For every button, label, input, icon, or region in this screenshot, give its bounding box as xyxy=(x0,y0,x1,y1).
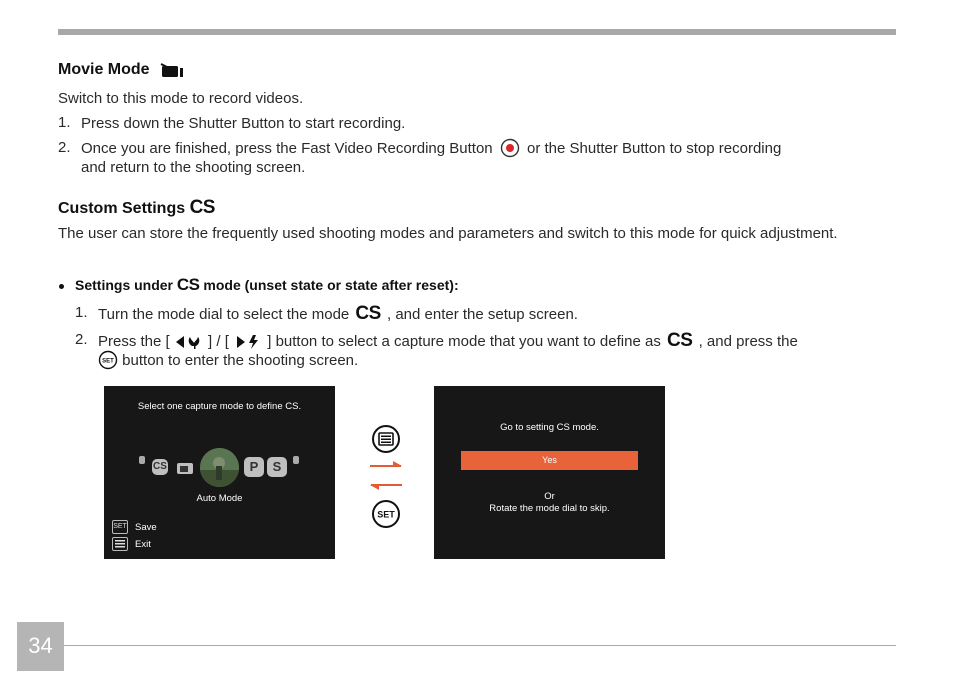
cs-mode-icon[interactable]: CS xyxy=(152,459,168,475)
left-macro-icon xyxy=(174,334,204,350)
set-key-icon: SET xyxy=(112,520,128,534)
movie-mode-title: Movie Mode xyxy=(58,61,150,79)
set-text: SET xyxy=(377,509,395,520)
cs-mode-icon: CS xyxy=(189,197,215,218)
cs-step-2 xyxy=(98,331,898,370)
custom-settings-intro: The user can store the frequently used shooting modes and parameters and switch to this mode for quick adjustment. xyxy=(58,225,838,242)
save-label: Save xyxy=(135,522,157,533)
movie-step-2 xyxy=(81,139,901,177)
set-button-icon xyxy=(98,350,118,370)
exit-label: Exit xyxy=(135,539,151,550)
screen2-title: Go to setting CS mode. xyxy=(500,422,599,433)
step-number: 1. xyxy=(58,114,71,131)
cs-mode-icon: CS xyxy=(667,330,693,351)
camera-screen-mode-select xyxy=(104,386,335,559)
set-button-icon xyxy=(371,499,401,529)
cs-step-1-part-a: Turn the mode dial to select the mode xyxy=(98,306,350,323)
cs-step-2-part-a: Press the [ xyxy=(98,333,170,350)
record-button-icon xyxy=(500,138,520,158)
movie-step-2-part-c: and return to the shooting screen. xyxy=(81,159,306,176)
bullet-dot xyxy=(59,284,64,289)
step-number: 2. xyxy=(75,331,88,348)
movie-step-2-part-a: Once you are finished, press the Fast Video Recording Button xyxy=(81,140,493,157)
screen2-or: Or xyxy=(544,491,555,502)
arrow-right-icon xyxy=(393,461,402,471)
movie-mode-intro: Switch to this mode to record videos. xyxy=(58,90,304,107)
right-flash-icon xyxy=(233,334,263,350)
program-mode-icon[interactable]: P xyxy=(244,457,264,477)
yes-button[interactable]: Yes xyxy=(461,451,638,470)
movie-mode-heading xyxy=(58,61,186,79)
scene-mode-icon[interactable]: S xyxy=(267,457,287,477)
bullet-text-b: mode (unset state or state after reset): xyxy=(203,277,459,293)
auto-mode-photo-icon[interactable] xyxy=(200,448,239,487)
set-text: SET xyxy=(102,358,114,365)
cs-step-1-part-b: , and enter the setup screen. xyxy=(387,306,578,323)
menu-key-icon xyxy=(112,537,128,551)
custom-settings-title: Custom Settings xyxy=(58,200,186,217)
custom-settings-heading xyxy=(58,197,215,219)
custom-settings-bullet xyxy=(75,275,459,295)
movie-mode-icon[interactable] xyxy=(176,462,194,475)
bottom-rule xyxy=(64,645,896,646)
movie-camera-icon xyxy=(158,61,186,79)
cs-step-2-part-b: ] / [ xyxy=(208,333,229,350)
mode-dot-icon xyxy=(293,456,299,464)
page-number: 34 xyxy=(17,622,64,671)
menu-button-icon xyxy=(371,424,401,454)
screen1-mode-label: Auto Mode xyxy=(196,493,243,504)
cs-step-2-part-e: button to enter the shooting screen. xyxy=(122,352,359,369)
bullet-text-a: Settings under xyxy=(75,277,174,293)
camera-screen-cs-confirm xyxy=(434,386,665,559)
step-number: 1. xyxy=(75,304,88,321)
step-number: 2. xyxy=(58,139,71,156)
movie-step-2-part-b: or the Shutter Button to stop recording xyxy=(526,140,782,157)
arrow-left-icon xyxy=(370,480,379,490)
top-rule xyxy=(58,29,896,35)
mode-dot-icon xyxy=(139,456,145,464)
cs-step-2-part-d: , and press the xyxy=(698,333,798,350)
cs-mode-icon: CS xyxy=(355,303,381,324)
screen2-rotate-hint: Rotate the mode dial to skip. xyxy=(489,503,610,514)
cs-step-1 xyxy=(98,304,578,324)
screen1-title: Select one capture mode to define CS. xyxy=(137,401,302,412)
movie-step-1: Press down the Shutter Button to start recording. xyxy=(81,115,406,132)
cs-mode-icon: CS xyxy=(176,275,200,294)
cs-step-2-part-c: ] button to select a capture mode that you want to define as xyxy=(267,333,661,350)
